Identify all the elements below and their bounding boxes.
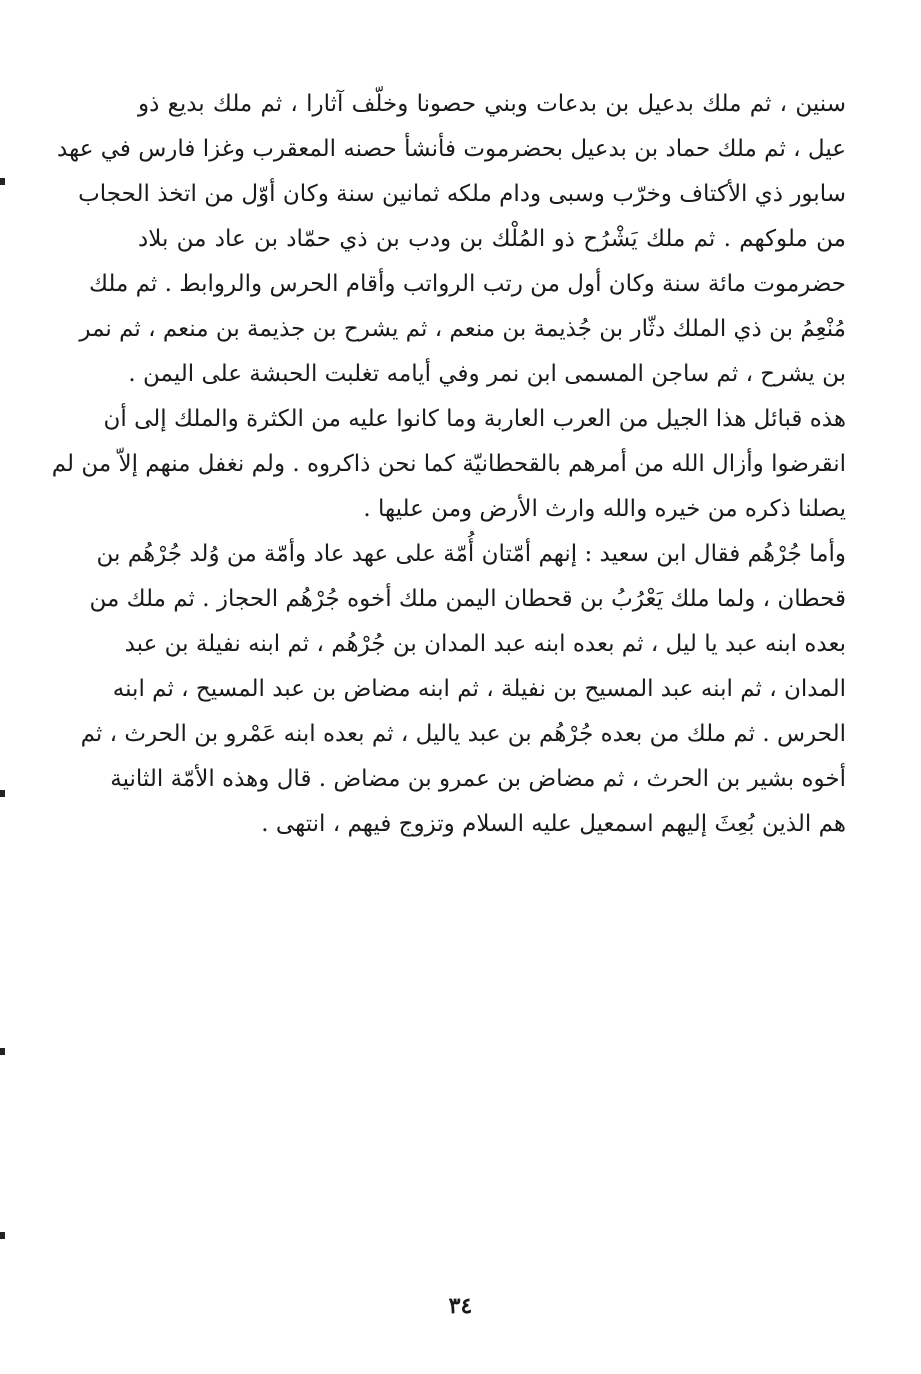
- text-line: بعده ابنه عبد يا ليل ، ثم بعده ابنه عبد المدان بن جُرْهُم ، ثم ابنه نفيلة بن عبد: [124, 631, 846, 657]
- scan-edge-mark: [0, 1232, 5, 1239]
- text-line: عيل ، ثم ملك حماد بن بدعيل بحضرموت فأنشأ حصنه المعقرب وغزا فارس في عهد: [57, 136, 846, 162]
- scan-edge-mark: [0, 178, 5, 185]
- text-line: يصلنا ذكره من خيره والله وارث الأرض ومن عليها .: [363, 496, 846, 522]
- text-line: سابور ذي الأكتاف وخرّب وسبى ودام ملكه ثمانين سنة وكان أوّل من اتخذ الحجاب: [78, 181, 846, 207]
- text-line: قحطان ، ولما ملك يَعْرُبُ بن قحطان اليمن ملك أخوه جُرْهُم الحجاز . ثم ملك من: [89, 586, 846, 612]
- scan-edge-mark: [0, 1048, 5, 1055]
- scan-edge-mark: [0, 790, 5, 797]
- text-line: مُنْعِمُ بن ذي الملك دثّار بن جُذيمة بن منعم ، ثم يشرح بن جذيمة بن منعم ، ثم نمر: [79, 316, 846, 342]
- text-line: حضرموت مائة سنة وكان أول من رتب الرواتب وأقام الحرس والروابط . ثم ملك: [88, 271, 846, 297]
- text-line: انقرضوا وأزال الله من أمرهم بالقحطانيّة كما نحن ذاكروه . ولم نغفل منهم إلاّ من لم: [51, 451, 846, 477]
- text-line: بن يشرح ، ثم ساجن المسمى ابن نمر وفي أيامه تغلبت الحبشة على اليمن .: [128, 361, 846, 387]
- text-line: وأما جُرْهُم فقال ابن سعيد : إنهم أمّتان أُمّة على عهد عاد وأمّة من وُلد جُرْهُم بن: [96, 541, 846, 567]
- text-line: أخوه بشير بن الحرث ، ثم مضاض بن عمرو بن مضاض . قال وهذه الأمّة الثانية: [110, 766, 846, 792]
- text-line: سنين ، ثم ملك بدعيل بن بدعات وبني حصونا وخلّف آثارا ، ثم ملك بديع ذو: [138, 91, 846, 117]
- body-text: [51, 82, 846, 847]
- text-line: المدان ، ثم ابنه عبد المسيح بن نفيلة ، ثم ابنه مضاض بن عبد المسيح ، ثم ابنه: [112, 676, 846, 702]
- text-line: هم الذين بُعِثَ إليهم اسمعيل عليه السلام وتزوج فيهم ، انتهى .: [261, 811, 846, 837]
- page-number: ٣٤: [448, 1293, 473, 1319]
- text-line: الحرس . ثم ملك من بعده جُرْهُم بن عبد ياليل ، ثم بعده ابنه عَمْرو بن الحرث ، ثم: [80, 721, 846, 747]
- text-line: هذه قبائل هذا الجيل من العرب العاربة وما كانوا عليه من الكثرة والملك إلى أن: [103, 406, 846, 432]
- text-line: من ملوكهم . ثم ملك يَشْرُح ذو المُلْك بن ودب بن ذي حمّاد بن عاد من بلاد: [138, 226, 846, 252]
